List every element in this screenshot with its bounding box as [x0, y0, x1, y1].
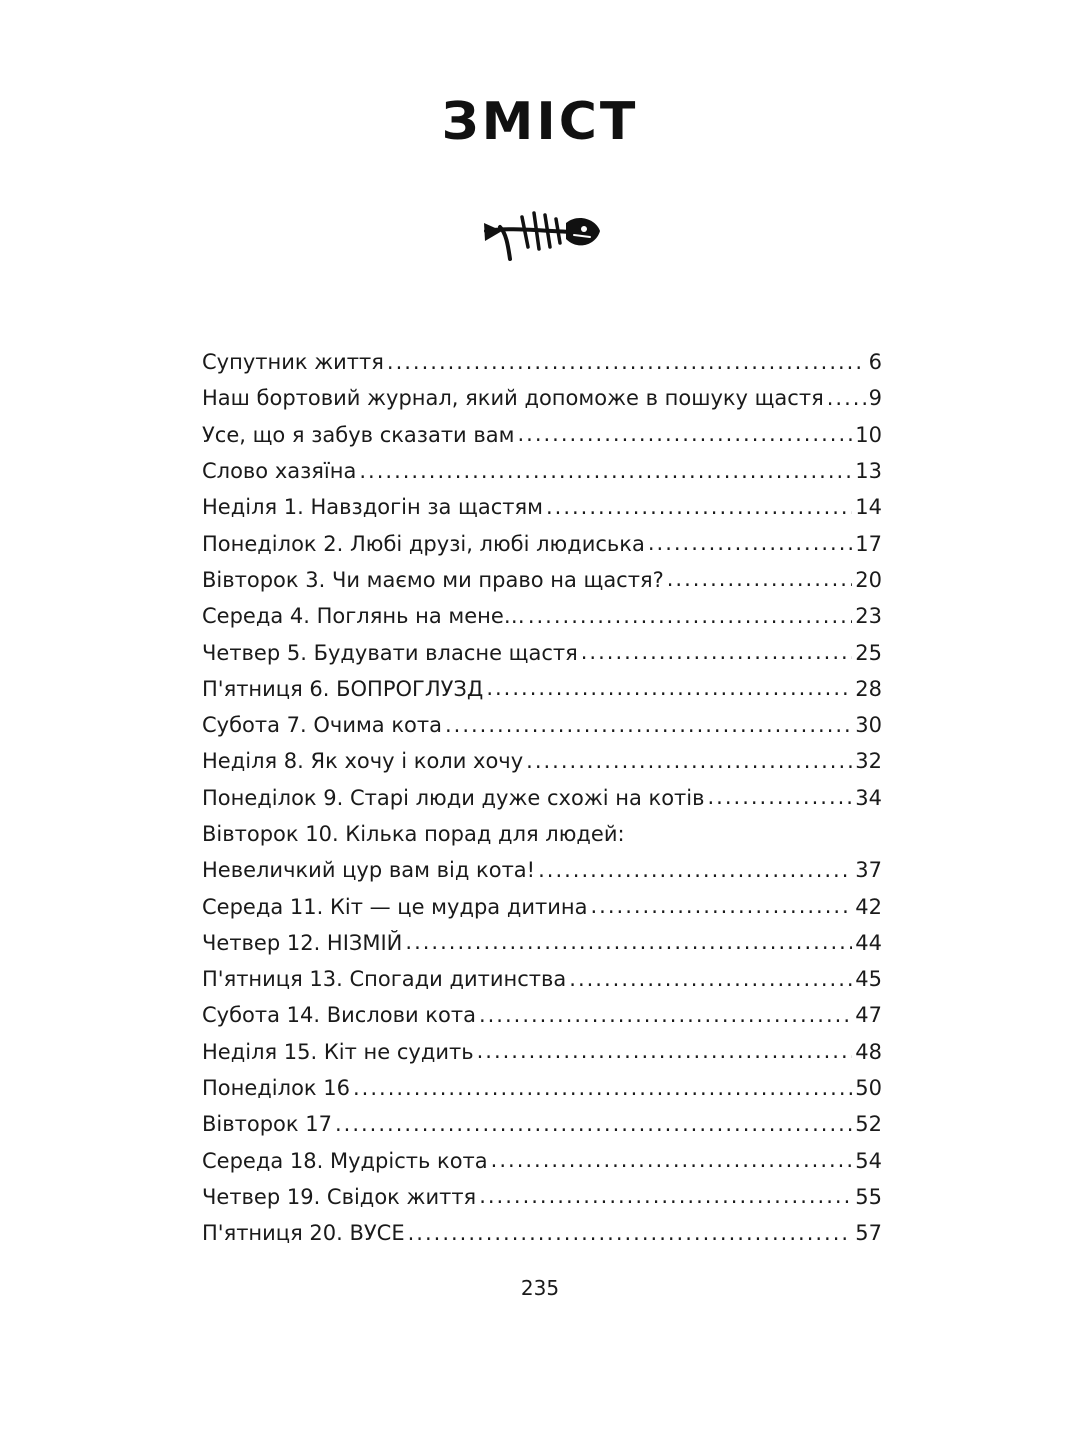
toc-entry[interactable] — [202, 852, 882, 888]
toc-entry-title: Середа 4. Поглянь на мене… — [202, 604, 525, 629]
toc-entry[interactable] — [202, 925, 882, 961]
toc-entry-page: 47 — [855, 1003, 882, 1028]
toc-entry-title: Неділя 1. Навздогін за щастям — [202, 495, 543, 520]
toc-entry-page: 17 — [855, 531, 882, 556]
toc-entry[interactable] — [202, 1215, 882, 1251]
toc-entry[interactable] — [202, 961, 882, 997]
table-of-contents — [202, 344, 882, 1251]
toc-entry-page: 32 — [855, 749, 882, 774]
toc-entry-page: 20 — [855, 567, 882, 592]
toc-entry-page: 37 — [855, 858, 882, 883]
toc-entry[interactable] — [202, 344, 882, 380]
toc-entry-title: П'ятниця 20. ВУСЕ — [202, 1221, 405, 1246]
toc-entry-title: Усе, що я забув сказати вам — [202, 422, 515, 447]
toc-entry[interactable] — [202, 489, 882, 525]
toc-entry-title: Слово хазяїна — [202, 459, 357, 484]
toc-entry-title: Наш бортовий журнал, який допоможе в пошуку щастя — [202, 386, 824, 411]
toc-entry[interactable] — [202, 525, 882, 561]
toc-entry-page: 14 — [855, 495, 882, 520]
toc-entry[interactable] — [202, 997, 882, 1033]
toc-entry-title: Субота 14. Вислови кота — [202, 1003, 476, 1028]
toc-entry-title: Понеділок 16 — [202, 1076, 350, 1101]
toc-entry[interactable] — [202, 417, 882, 453]
toc-entry-title: Четвер 19. Свідок життя — [202, 1184, 477, 1209]
page-number: 235 — [520, 1276, 560, 1300]
toc-entry[interactable] — [202, 634, 882, 670]
toc-entry-title: П'ятниця 6. БОПРОГЛУЗД — [202, 676, 484, 701]
toc-entry-title: Понеділок 2. Любі друзі, любі людиська — [202, 531, 645, 556]
toc-entry[interactable] — [202, 380, 882, 416]
toc-entry[interactable] — [202, 453, 882, 489]
toc-entry-title: Субота 7. Очима кота — [202, 713, 442, 738]
toc-entry-page: 54 — [855, 1148, 882, 1173]
page-title: ЗМІСТ — [441, 92, 639, 152]
toc-entry-page: 25 — [855, 640, 882, 665]
toc-entry-title: Середа 18. Мудрість кота — [202, 1148, 488, 1173]
toc-entry-title: Четвер 12. НІЗМІЙ — [202, 930, 403, 955]
toc-entry-page: 57 — [855, 1221, 882, 1246]
toc-entry-page: 13 — [855, 459, 882, 484]
toc-entry-title: Середа 11. Кіт — це мудра дитина — [202, 894, 588, 919]
toc-entry-heading[interactable] — [202, 816, 882, 852]
toc-entry-page: 44 — [855, 930, 882, 955]
toc-entry[interactable] — [202, 562, 882, 598]
toc-entry-page: 10 — [855, 422, 882, 447]
toc-entry-page: 48 — [855, 1039, 882, 1064]
toc-entry[interactable] — [202, 1034, 882, 1070]
toc-entry[interactable] — [202, 1179, 882, 1215]
toc-entry[interactable] — [202, 598, 882, 634]
toc-entry[interactable] — [202, 888, 882, 924]
toc-entry[interactable] — [202, 743, 882, 779]
toc-entry-page: 55 — [855, 1184, 882, 1209]
toc-entry-page: 30 — [855, 713, 882, 738]
toc-entry-title: П'ятниця 13. Спогади дитинства — [202, 967, 567, 992]
toc-entry-page: 52 — [855, 1112, 882, 1137]
toc-entry-page: 28 — [855, 676, 882, 701]
toc-entry-title: Вівторок 10. Кілька порад для людей: — [202, 822, 625, 846]
toc-entry-title: Невеличкий цур вам від кота! — [202, 858, 536, 883]
toc-entry[interactable] — [202, 707, 882, 743]
toc-entry-title: Неділя 15. Кіт не судить — [202, 1039, 474, 1064]
toc-entry-page: 45 — [855, 967, 882, 992]
toc-entry-title: Супутник життя — [202, 350, 384, 375]
toc-entry[interactable] — [202, 1143, 882, 1179]
toc-entry[interactable] — [202, 1070, 882, 1106]
toc-entry-title: Понеділок 9. Старі люди дуже схожі на котів — [202, 785, 705, 810]
toc-entry-page: 6 — [868, 350, 882, 375]
toc-entry-page: 50 — [855, 1076, 882, 1101]
toc-entry[interactable] — [202, 671, 882, 707]
toc-entry-title: Четвер 5. Будувати власне щастя — [202, 640, 578, 665]
fish-skeleton-icon — [480, 205, 604, 267]
toc-entry-page: 23 — [855, 604, 882, 629]
toc-entry-title: Вівторок 17 — [202, 1112, 332, 1137]
toc-entry-page: 42 — [855, 894, 882, 919]
toc-entry-title: Неділя 8. Як хочу і коли хочу — [202, 749, 524, 774]
toc-entry-title: Вівторок 3. Чи маємо ми право на щастя? — [202, 567, 664, 592]
toc-entry[interactable] — [202, 1106, 882, 1142]
toc-entry-page: 9 — [868, 386, 882, 411]
toc-entry-page: 34 — [855, 785, 882, 810]
toc-entry[interactable] — [202, 780, 882, 816]
